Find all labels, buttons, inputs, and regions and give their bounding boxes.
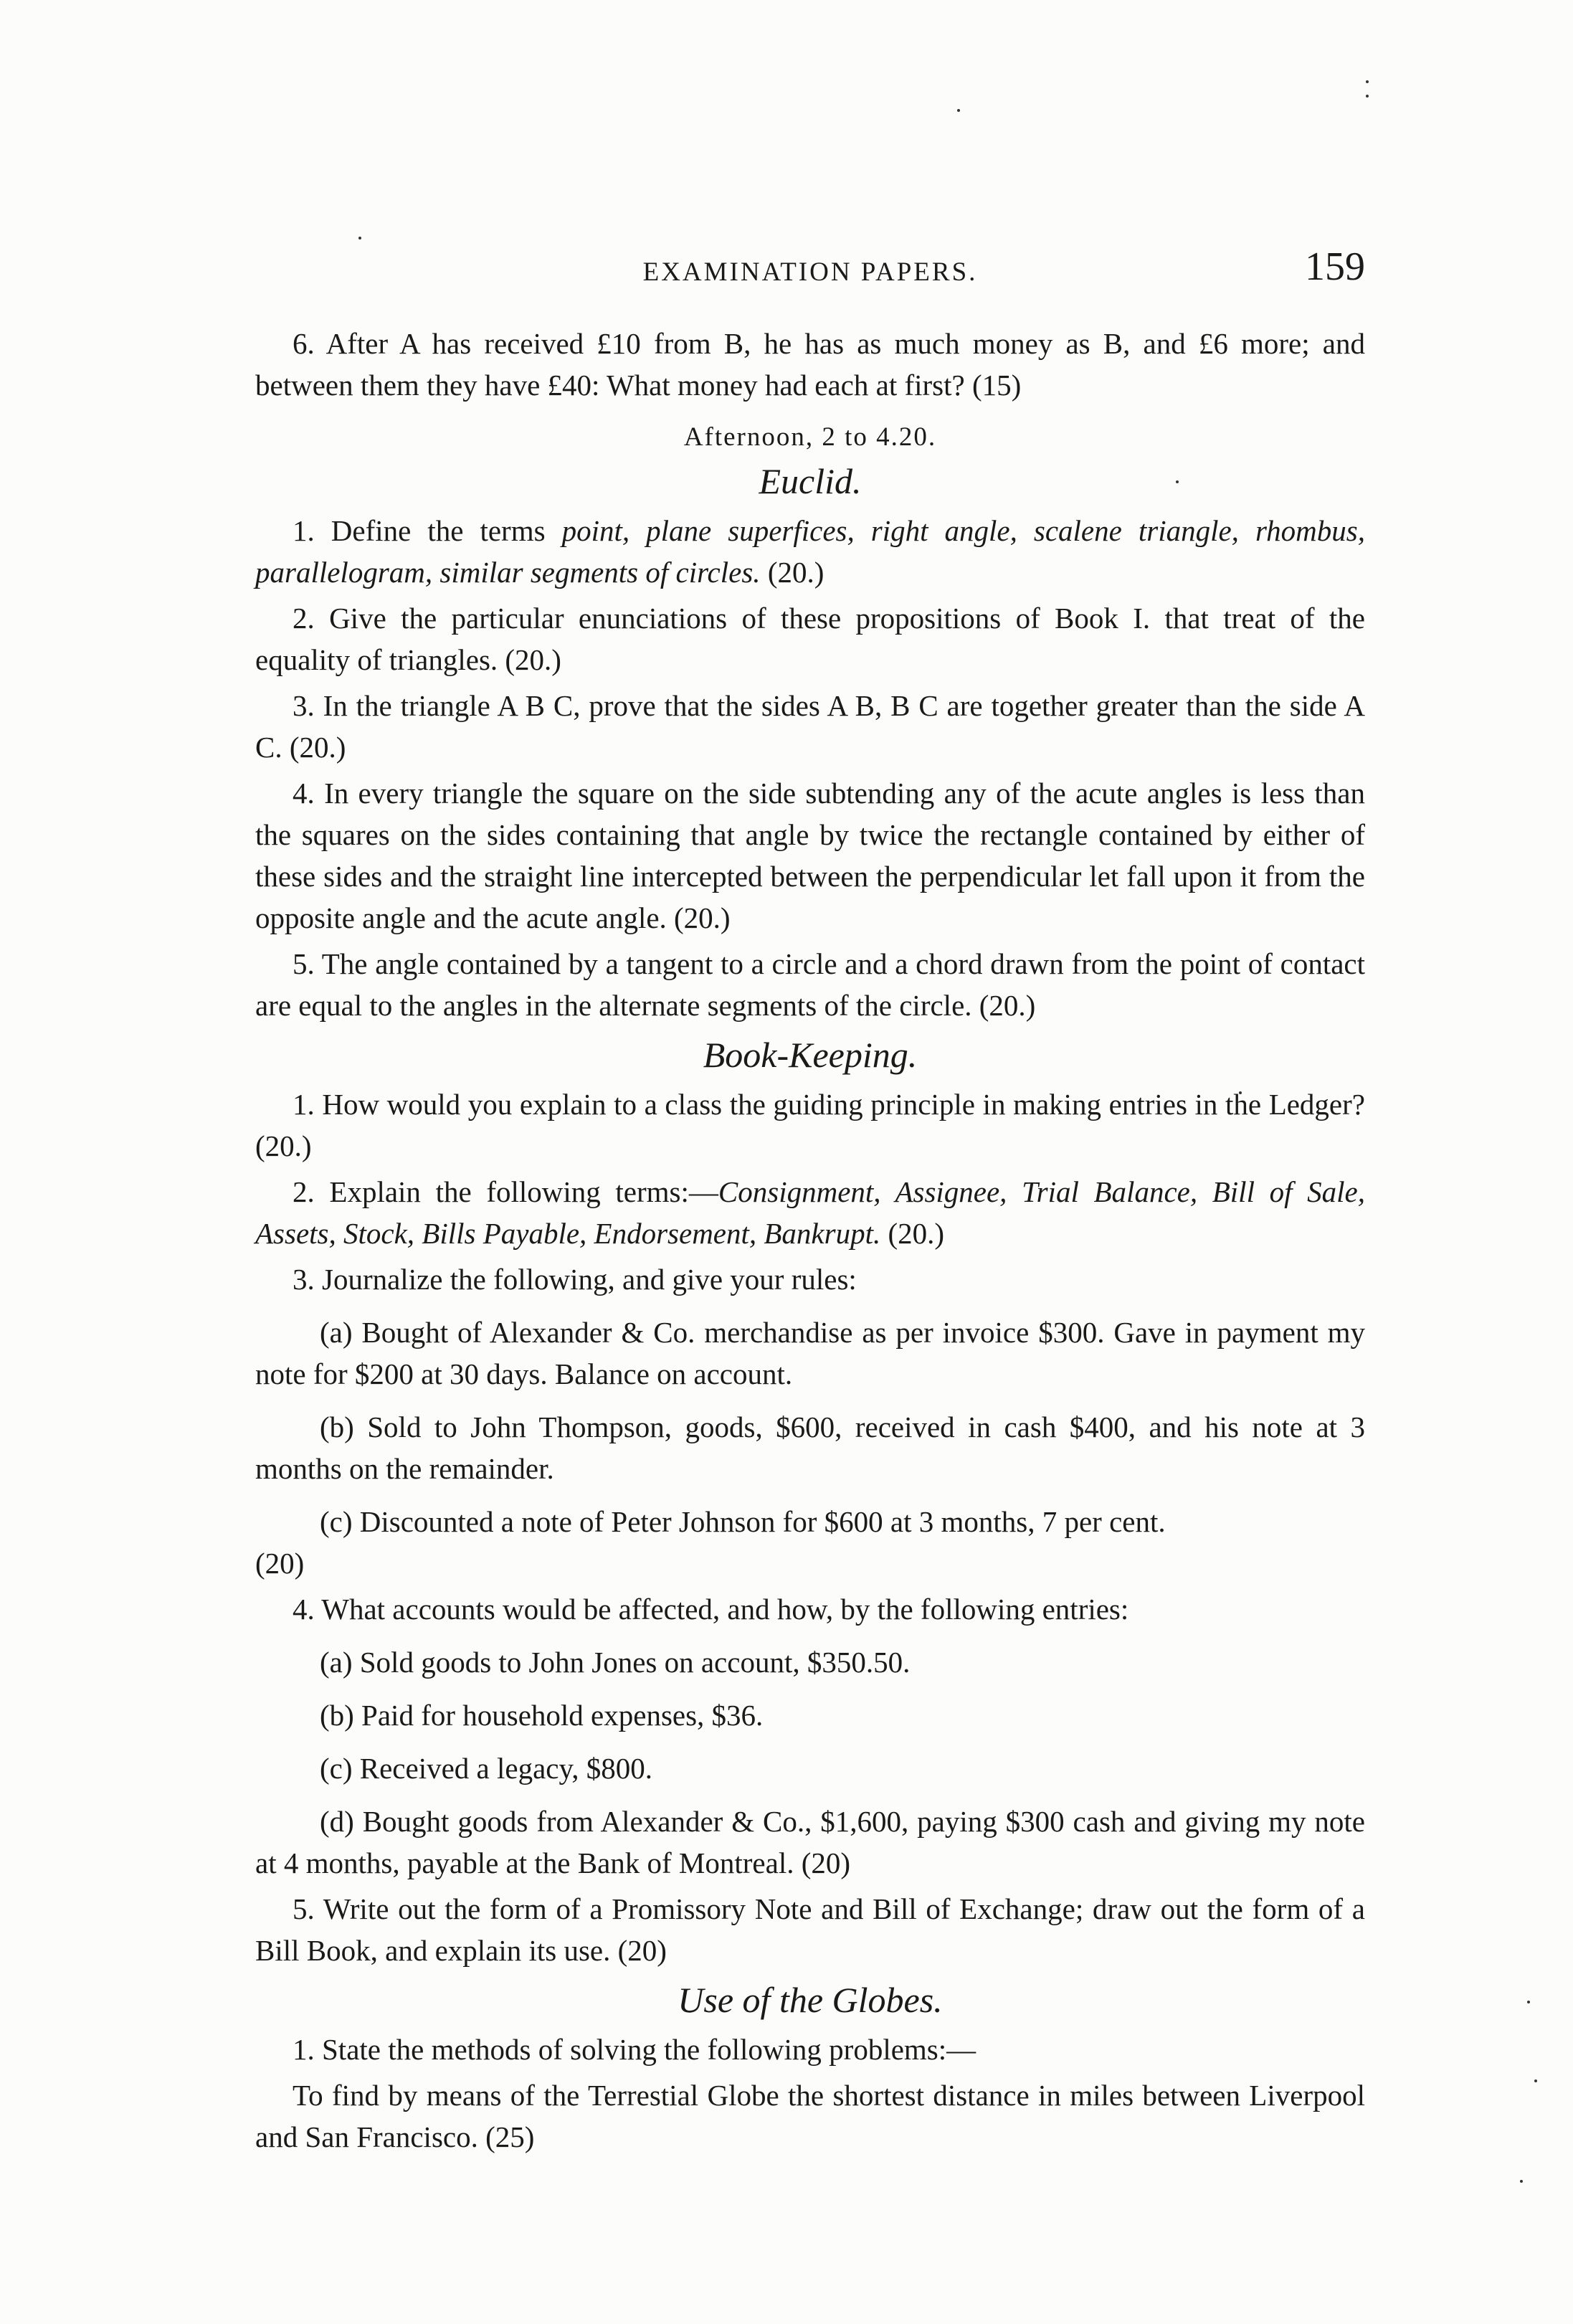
speck <box>1366 95 1369 98</box>
bookkeeping-question-4b: (b) Paid for household expenses, $36. <box>320 1699 764 1732</box>
page-header <box>255 244 1365 301</box>
euclid-question-1 <box>255 510 1365 593</box>
question-lead: 2. Explain the following terms:— <box>293 1175 718 1208</box>
bookkeeping-question-3-marks: (20) <box>255 1547 305 1580</box>
euclid-question-5: 5. The angle contained by a tangent to a circle and a chord drawn from the point of contact are equal to the angles in the alternate segments of the circle. (20.) <box>255 947 1365 1022</box>
bookkeeping-question-3: 3. Journalize the following, and give your rules: <box>293 1263 857 1296</box>
bookkeeping-question-4c: (c) Received a legacy, $800. <box>320 1752 653 1785</box>
section-title-globes: Use of the Globes. <box>678 1980 943 2020</box>
running-head: EXAMINATION PAPERS. <box>642 257 978 287</box>
speck <box>358 237 361 239</box>
euclid-question-4: 4. In every triangle the square on the side subtending any of the acute angles is less than the squares on the sides containing that angle by twice the rectangle contained by either of these sides and the straight line intercepted between the perpendicular let fall upon it from the opposite angle and the acute angle. (20.) <box>255 777 1365 934</box>
speck <box>1534 2079 1537 2082</box>
bookkeeping-question-4: 4. What accounts would be affected, and how, by the following entries: <box>293 1593 1129 1626</box>
bookkeeping-question-4a: (a) Sold goods to John Jones on account, $350.50. <box>320 1646 911 1679</box>
question-marks: (20.) <box>880 1217 945 1250</box>
question-marks: (20.) <box>760 556 824 589</box>
page <box>255 244 1365 2158</box>
speck <box>1520 2180 1523 2183</box>
question-terms: point, plane superfices, right angle, scalene triangle, rhombus, parallelogram, similar segments of circles. <box>255 514 1365 589</box>
arithmetic-question-6: 6. After A has received £10 from B, he has as much money as B, and £6 more; and between them they have £40: What money had each at first? (15) <box>255 327 1365 402</box>
question-lead: 1. Define the terms <box>293 514 562 547</box>
euclid-question-3: 3. In the triangle A B C, prove that the sides A B, B C are together greater than the side A C. (20.) <box>255 689 1365 764</box>
bookkeeping-question-3a: (a) Bought of Alexander & Co. merchandise as per invoice $300. Gave in payment my note for $200 at 30 days. Balance on account. <box>255 1316 1365 1390</box>
speck <box>957 109 960 112</box>
speck <box>1527 2001 1530 2003</box>
bookkeeping-question-1: 1. How would you explain to a class the guiding principle in making entries in the Ledger? (20.) <box>255 1088 1365 1162</box>
bookkeeping-question-2 <box>255 1171 1365 1254</box>
page-number: 159 <box>1305 245 1365 289</box>
bookkeeping-question-4d: (d) Bought goods from Alexander & Co., $1,600, paying $300 cash and giving my note at 4 months, payable at the Bank of Montreal. (20) <box>255 1805 1365 1879</box>
speck <box>1366 80 1369 83</box>
globes-question-1: 1. State the methods of solving the following problems:— <box>293 2033 976 2066</box>
euclid-question-2: 2. Give the particular enunciations of these propositions of Book I. that treat of the equality of triangles. (20.) <box>255 602 1365 676</box>
globes-question-1-text: To find by means of the Terrestial Globe the shortest distance in miles between Liverpool and San Francisco. (25) <box>255 2079 1365 2153</box>
section-title-euclid: Euclid. <box>759 461 862 501</box>
session-heading: Afternoon, 2 to 4.20. <box>683 422 937 452</box>
section-title-bookkeeping: Book-Keeping. <box>703 1035 918 1075</box>
question-terms: Consignment, Assignee, Trial Balance, Bill of Sale, Assets, Stock, Bills Payable, Endorsement, Bankrupt. <box>255 1175 1365 1250</box>
bookkeeping-question-3b: (b) Sold to John Thompson, goods, $600, received in cash $400, and his note at 3 months on the remainder. <box>255 1410 1365 1485</box>
bookkeeping-question-5: 5. Write out the form of a Promissory Note and Bill of Exchange; draw out the form of a Bill Book, and explain its use. (20) <box>255 1892 1365 1967</box>
bookkeeping-question-3c: (c) Discounted a note of Peter Johnson for $600 at 3 months, 7 per cent. <box>320 1505 1166 1538</box>
